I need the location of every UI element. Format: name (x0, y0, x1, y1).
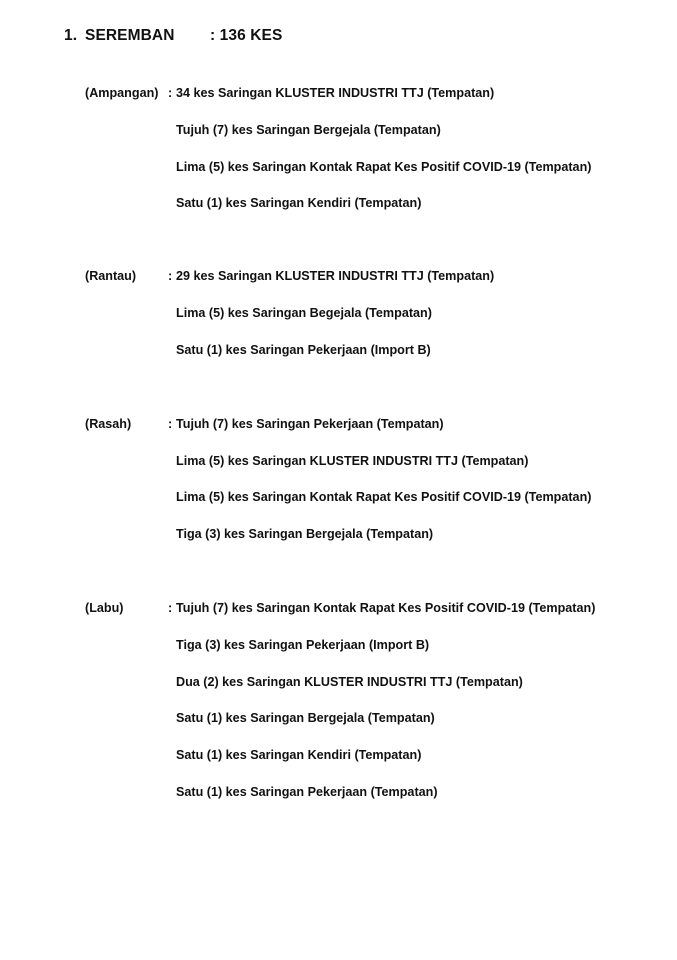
case-line: Satu (1) kes Saringan Kendiri (Tempatan) (176, 196, 422, 210)
case-line-text: Tujuh (7) kes Saringan Kontak Rapat Kes Positif COVID-19 (Tempatan) (176, 601, 596, 615)
case-line: Lima (5) kes Saringan Begejala (Tempatan) (176, 306, 432, 320)
case-line-text: 29 kes Saringan KLUSTER INDUSTRI TTJ (Tempatan) (176, 269, 495, 283)
area-label: (Rasah) (85, 417, 132, 431)
case-line: Satu (1) kes Saringan Kendiri (Tempatan) (176, 748, 422, 762)
case-line: Dua (2) kes Saringan KLUSTER INDUSTRI TTJ (Tempatan) (176, 675, 523, 689)
case-line: Lima (5) kes Saringan Kontak Rapat Kes Positif COVID-19 (Tempatan) (176, 160, 592, 174)
case-line: Tujuh (7) kes Saringan Bergejala (Tempatan) (176, 123, 441, 137)
case-line: : Tujuh (7) kes Saringan Kontak Rapat Kes Positif COVID-19 (Tempatan) (168, 601, 596, 615)
case-line: Satu (1) kes Saringan Pekerjaan (Import B) (176, 343, 431, 357)
case-line: Satu (1) kes Saringan Pekerjaan (Tempatan) (176, 785, 438, 799)
heading-number: 1. (64, 27, 78, 44)
district-name: SEREMBAN (85, 27, 175, 44)
area-label: (Labu) (85, 601, 124, 615)
case-line: Tiga (3) kes Saringan Pekerjaan (Import B) (176, 638, 430, 652)
case-line-text: 34 kes Saringan KLUSTER INDUSTRI TTJ (Tempatan) (176, 86, 495, 100)
area-label: (Rantau) (85, 269, 137, 283)
case-line: Lima (5) kes Saringan KLUSTER INDUSTRI TTJ (Tempatan) (176, 454, 529, 468)
case-line: Tiga (3) kes Saringan Bergejala (Tempatan) (176, 527, 434, 541)
district-total: : 136 KES (210, 27, 283, 44)
case-line: Satu (1) kes Saringan Bergejala (Tempatan) (176, 711, 435, 725)
case-line: : Tujuh (7) kes Saringan Pekerjaan (Tempatan) (168, 417, 444, 431)
case-line-text: Tujuh (7) kes Saringan Pekerjaan (Tempatan) (176, 417, 444, 431)
case-line: : 34 kes Saringan KLUSTER INDUSTRI TTJ (Tempatan) (168, 86, 495, 100)
case-line: : 29 kes Saringan KLUSTER INDUSTRI TTJ (Tempatan) (168, 269, 495, 283)
area-label: (Ampangan) (85, 86, 159, 100)
case-line: Lima (5) kes Saringan Kontak Rapat Kes Positif COVID-19 (Tempatan) (176, 490, 592, 504)
